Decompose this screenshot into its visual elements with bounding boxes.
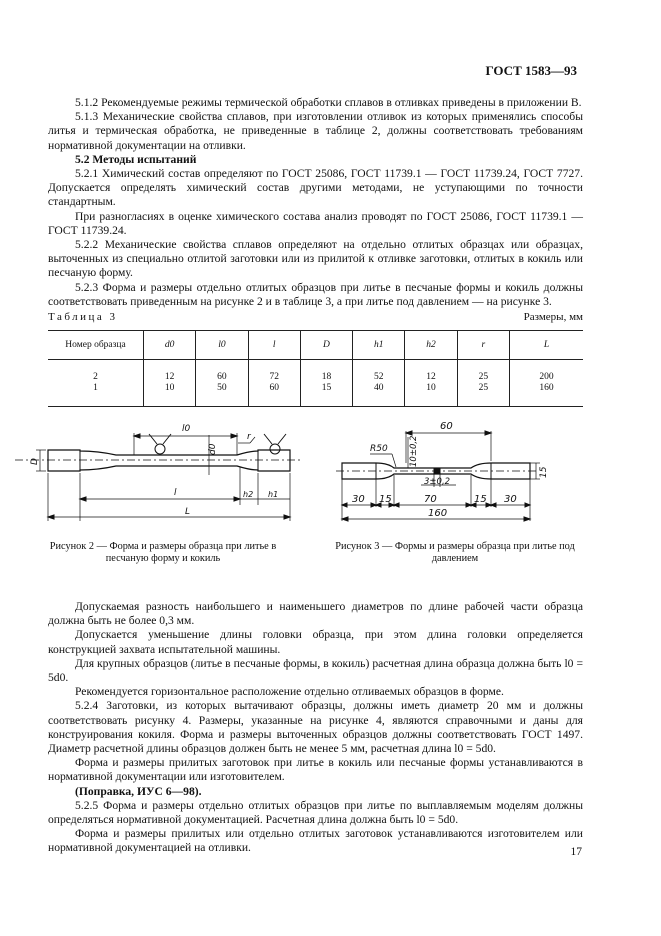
- dim-label-60: 60: [440, 421, 453, 432]
- table-units: Размеры, мм: [523, 311, 583, 323]
- paragraph: 5.1.3 Механические свойства сплавов, при изготовлении отливок из которых применялись способы литья и термическая обработка, не приведенные в таблице 2, должны соответствовать требованиям нормативной документации на отливки.: [48, 110, 583, 152]
- paragraph: Рекомендуется горизонтальное расположение отдельно отливаемых образцов в форме.: [75, 685, 504, 699]
- table-caption-row: [48, 311, 583, 323]
- paragraph: Форма и размеры прилитых или отдельно отлитых заготовок устанавливаются изготовителем или нормативной документацией на отливки.: [48, 827, 583, 855]
- table-header-cell: Номер образца: [48, 331, 144, 360]
- table-cell: 12 10: [405, 360, 457, 407]
- paragraph: 5.2.1 Химический состав определяют по ГОСТ 25086, ГОСТ 11739.1 — ГОСТ 11739.24, ГОСТ 7727. Допускается определять химический состав другими методами, не уступающими по точности стандартным.: [48, 167, 583, 209]
- section-heading: 5.2 Методы испытаний: [75, 152, 197, 166]
- dim-label-D: D: [30, 458, 40, 465]
- dim-label-15-left: 15: [379, 494, 392, 505]
- figure-2-caption: Рисунок 2 — Форма и размеры образца при литье в песчаную форму и кокиль: [49, 541, 277, 564]
- table-cell: 72 60: [248, 360, 300, 407]
- paragraph: При разногласиях в оценке химического состава анализ проводят по ГОСТ 25086, ГОСТ 11739.1 — ГОСТ 11739.24.: [48, 209, 583, 237]
- paragraph: Допускается уменьшение длины головки образца, при этом длина головки определяется конструкцией захвата испытательной машины.: [48, 628, 583, 656]
- table-cell: 200 160: [509, 360, 583, 407]
- dim-label-d0: d0: [208, 443, 218, 455]
- paragraph: 5.2.4 Заготовки, из которых вытачивают образцы, должны иметь диаметр 20 мм и должны соответствовать рисунку 4. Размеры, указанные на рисунке 4, являются справочными и даны для конструирования кокиля. Форма и размеры выточенных образцов должны соответствовать ГОСТ 1497. Диаметр расчетной длины образцов должен быть не менее 5 мм, расчетная длина l0 = 5d0.: [48, 699, 583, 756]
- figure-3-drawing: [316, 415, 586, 530]
- paragraph: Допускаемая разность наибольшего и наименьшего диаметров по длине рабочей части образца должна быть не более 0,3 мм.: [48, 600, 583, 628]
- dim-label-h1: h1: [268, 490, 279, 499]
- table-header-cell: L: [509, 331, 583, 360]
- table-cell: 52 40: [353, 360, 405, 407]
- paragraph: 5.1.2 Рекомендуемые режимы термической обработки сплавов в отливках приведены в приложении В.: [75, 96, 582, 109]
- table-row: [48, 360, 583, 407]
- paragraph: 5.2.5 Форма и размеры отдельно отлитых образцов при литье по выплавляемым моделям должны определяться нормативной документацией. Расчетная длина должна быть l0 = 5d0.: [48, 798, 583, 827]
- dim-label-10: 10±0,2: [409, 435, 419, 467]
- dim-label-3: 3±0,2: [424, 477, 451, 487]
- dim-label-r: r: [247, 432, 251, 442]
- dim-label-L: L: [185, 507, 191, 517]
- amendment-note: (Поправка, ИУС 6—98).: [75, 784, 202, 798]
- paragraph: 5.2.2 Механические свойства сплавов определяют на отдельно отлитых образцах или образцах, выточенных из специально отлитой заготовки или из прилитой к отливке заготовки, отлитых в кокиль или песчаную форму.: [48, 238, 583, 280]
- table-header-cell: l0: [196, 331, 248, 360]
- dim-label-30-right: 30: [504, 494, 517, 505]
- paragraph: Для крупных образцов (литье в песчаные формы, в кокиль) расчетная длина образца должна быть l0 = 5d0.: [48, 656, 583, 685]
- dim-label-15-right: 15: [474, 494, 487, 505]
- table-header-cell: d0: [144, 331, 196, 360]
- table-header-cell: r: [457, 331, 509, 360]
- dim-label-l0: l0: [182, 424, 191, 434]
- table-header-row: [48, 331, 583, 360]
- dim-label-30-left: 30: [352, 494, 365, 505]
- table-cell: 60 50: [196, 360, 248, 407]
- paragraph: Форма и размеры прилитых заготовок при литье в кокиль или песчаные формы устанавливаются в нормативной документации или изготовителем.: [48, 756, 583, 784]
- table-header-cell: h2: [405, 331, 457, 360]
- dim-label-h2: h2: [243, 490, 254, 499]
- table-cell: 2 1: [48, 360, 144, 407]
- table-cell: 25 25: [457, 360, 509, 407]
- dim-label-15-vertical: 15: [539, 466, 549, 478]
- figure-2-drawing: [10, 415, 310, 538]
- dimensions-table: [48, 330, 583, 407]
- dim-label-r50: R50: [370, 444, 388, 454]
- text-block-lower: [48, 600, 583, 856]
- text-block-upper: [48, 96, 583, 309]
- dim-label-160: 160: [428, 508, 448, 519]
- table-caption: Таблица 3: [48, 311, 118, 323]
- table-header-cell: D: [300, 331, 352, 360]
- table-header-cell: l: [248, 331, 300, 360]
- dim-label-70: 70: [424, 494, 437, 505]
- paragraph: 5.2.3 Форма и размеры отдельно отлитых образцов при литье в песчаные формы и кокиль должны соответствовать приведенным на рисунке 2 и в таблице 3, а при литье под давлением — на рисунке 3.: [48, 280, 583, 308]
- table-header-cell: h1: [353, 331, 405, 360]
- figure-3-caption: Рисунок 3 — Формы и размеры образца при литье под давлением: [335, 541, 575, 564]
- dim-label-l: l: [174, 488, 177, 498]
- table-cell: 18 15: [300, 360, 352, 407]
- table-cell: 12 10: [144, 360, 196, 407]
- document-header: ГОСТ 1583—93: [485, 63, 577, 78]
- page-number: 17: [570, 846, 582, 858]
